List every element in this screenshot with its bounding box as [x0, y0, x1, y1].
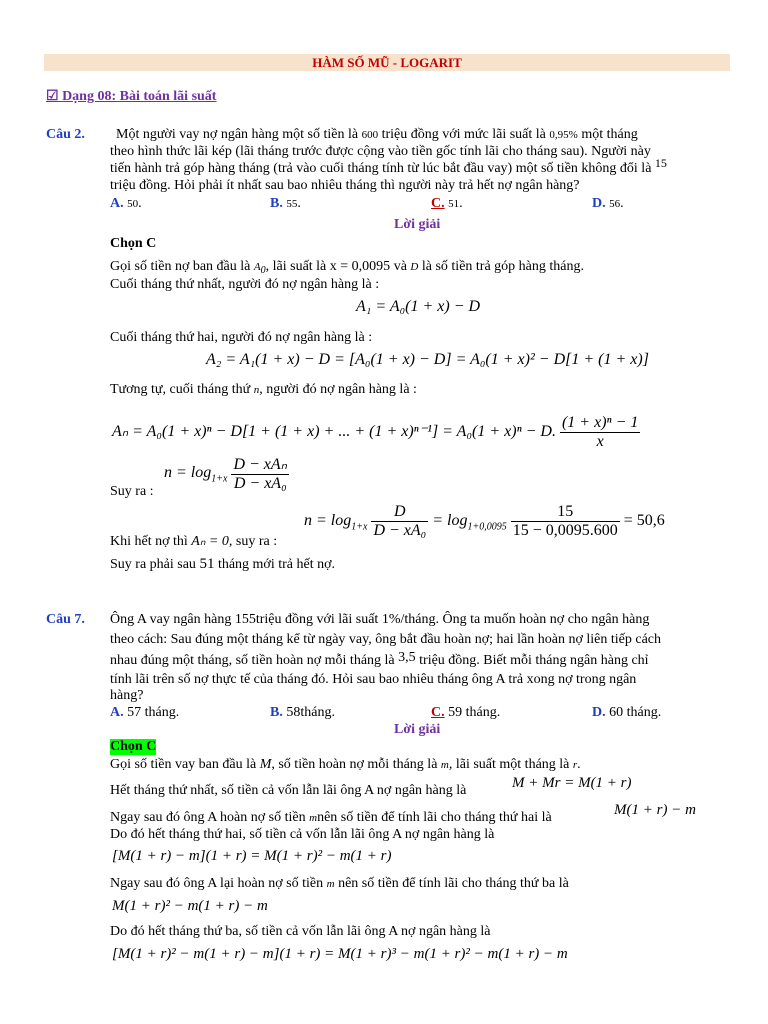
option-letter: A. — [110, 705, 124, 720]
q7-sol-line-4: Do đó hết tháng thứ hai, số tiền cả vốn lẫn lãi ông A nợ ngân hàng là — [110, 827, 495, 842]
checkbox-icon: ☑ — [46, 89, 59, 104]
q7-sol-text: nên số tiền để tính lãi cho tháng thứ hai là — [317, 810, 552, 825]
q2-eq-3-main: Aₙ = A₀(1 + x)ⁿ − D[1 + (1 + x) + ... + (1 + x)ⁿ⁻¹] = A₀(1 + x)ⁿ − D. — [112, 423, 556, 441]
q7-sol-line-6: Do đó hết tháng thứ ba, số tiền cả vốn lẫn lãi ông A nợ ngân hàng là — [110, 924, 491, 939]
question-7-label: Câu 7. — [46, 612, 85, 627]
q2-rate: 0,95% — [549, 129, 578, 141]
q7-sol-line-2: Hết tháng thứ nhất, số tiền cả vốn lẫn lãi ông A nợ ngân hàng là — [110, 783, 467, 798]
q7-text: /tháng. Ông ta muốn hoàn nợ cho ngân hàng — [400, 612, 650, 627]
log-base: 1+x — [211, 473, 228, 485]
q2-line-4: triệu đồng. Hỏi phải ít nhất sau bao nhiêu tháng thì người này trả hết nợ ngân hàng? — [110, 178, 580, 193]
q2-eq-2: A₂ = A₁(1 + x) − D = [A₀(1 + x) − D] = A₀(1 + x)² − D[1 + (1 + x)] — [206, 351, 649, 368]
log-text: n = log — [304, 512, 352, 530]
q2-sol-text: Tương tự, cuối tháng thứ — [110, 382, 251, 397]
q2-eq-3-fraction — [560, 414, 640, 451]
q7-amount: 155 — [234, 612, 256, 627]
option-value: 51 — [448, 198, 460, 210]
fraction-numerator: D − xAₙ — [233, 456, 288, 473]
fraction-numerator: (1 + x)ⁿ − 1 — [561, 414, 639, 431]
q7-sol-text: Gọi số tiền vay ban đầu là — [110, 757, 257, 772]
option-letter: D. — [592, 705, 606, 720]
fraction-denominator: D − xA₀ — [233, 475, 287, 492]
q7-text: triệu đồng với lãi suất — [255, 612, 379, 627]
q2-eq-3 — [112, 414, 640, 451]
q2-an-zero: Aₙ = 0 — [191, 534, 229, 549]
q2-line-2: theo hình thức lãi kép (lãi tháng trước được cộng vào tiền gốc tính lãi cho tháng sau). Người này — [110, 144, 651, 159]
log-text: n = log — [164, 464, 212, 482]
q2-sol-line-4 — [110, 382, 417, 398]
q2-option-a[interactable]: A. 50. — [110, 196, 142, 211]
q2-sym-a0: $A_0$ — [253, 261, 266, 277]
q7-text: triệu đồng. Biết mỗi tháng ngân hàng chỉ — [419, 653, 649, 668]
log-base: 1+0,0095 — [467, 521, 507, 533]
option-value: 55 — [286, 198, 298, 210]
q7-eq-1: M + Mr = M(1 + r) — [512, 775, 632, 791]
q7-sym-r: r — [572, 759, 578, 771]
q2-rate-eq: x = 0,0095 — [329, 259, 391, 274]
header-title: HÀM SỐ MŨ - LOGARIT — [312, 55, 462, 70]
q2-sol-text: , lãi suất là — [265, 259, 327, 274]
q7-sym-M: M — [259, 757, 272, 772]
q2-eq-5 — [304, 503, 665, 540]
q2-sol-text: Gọi số tiền nợ ban đầu là — [110, 259, 251, 274]
q2-text: một tháng — [581, 127, 638, 142]
q2-line-3 — [110, 156, 667, 177]
option-unit: tháng. — [300, 705, 335, 720]
q7-eq-5: [M(1 + r)² − m(1 + r) − m](1 + r) = M(1 + r)³ − m(1 + r)² − m(1 + r) − m — [112, 946, 568, 962]
q7-option-c[interactable] — [431, 705, 500, 721]
fraction-denominator: x — [596, 433, 604, 450]
log-base: 1+x — [351, 521, 368, 533]
fraction-numerator: D — [371, 503, 428, 522]
option-unit: tháng. — [144, 705, 180, 720]
q7-line-4: tính lãi trên số nợ thực tế của tháng đó. Hỏi sau bao nhiêu tháng ông A trả xong nợ trong ngân — [110, 672, 637, 687]
q7-sol-text: , số tiền hoàn nợ mỗi tháng là — [271, 757, 438, 772]
q7-sol-line-5 — [110, 876, 569, 892]
q7-choose: Chọn C — [110, 739, 157, 754]
q7-option-d[interactable] — [592, 705, 661, 721]
q2-text: triệu đồng với mức lãi suất là — [381, 127, 546, 142]
q2-sol-text: là số tiền trả góp hàng tháng. — [421, 259, 584, 274]
q7-line-1 — [110, 612, 649, 628]
q7-line-5: hàng? — [110, 688, 144, 703]
q2-text: Một người vay nợ ngân hàng một số tiền là — [116, 127, 359, 142]
section-title-text: Dạng 08: Bài toán lãi suất — [62, 89, 217, 104]
option-letter: B. — [270, 196, 283, 211]
q2-pay: 15 — [654, 156, 667, 170]
q2-sol-line-1 — [110, 259, 584, 276]
q7-sol-text: , lãi suất một tháng là — [448, 757, 570, 772]
q7-eq-3: [M(1 + r) − m](1 + r) = M(1 + r)² − m(1 + r) — [112, 848, 392, 864]
q7-line-2: theo cách: Sau đúng một tháng kể từ ngày vay, ông bắt đầu hoàn nợ; hai lần hoàn nợ liên tiếp cách — [110, 632, 662, 647]
q7-text: Ông A vay ngân hàng — [110, 612, 232, 627]
fraction-denominator: D − xA₀ — [373, 522, 427, 539]
option-value: 50 — [127, 198, 139, 210]
q2-eq-1: A₁ = A₀(1 + x) − D — [356, 298, 481, 315]
q2-sym-d: D — [410, 261, 419, 273]
option-value: 60 — [609, 705, 624, 720]
option-value: 56 — [609, 198, 621, 210]
fraction-denominator: 15 − 0,0095.600 — [512, 522, 618, 539]
option-letter: A. — [110, 196, 124, 211]
section-title — [46, 88, 216, 105]
q7-sym-m: m — [440, 759, 449, 771]
q7-sol-line-1: Gọi số tiền vay ban đầu là M, số tiền hoàn nợ mỗi tháng là m, lãi suất một tháng là r. — [110, 757, 581, 772]
option-letter: C. — [431, 705, 445, 720]
q7-rate: 1% — [381, 612, 401, 627]
option-value: 59 — [448, 705, 463, 720]
q2-option-c[interactable]: C. 51. — [431, 196, 463, 211]
log-text: = log — [432, 512, 468, 530]
option-value: 57 — [127, 705, 142, 720]
option-value: 58 — [286, 705, 301, 720]
q2-eq-5-result: = 50,6 — [623, 512, 665, 530]
q2-sol-line-3: Cuối tháng thứ hai, người đó nợ ngân hàng là : — [110, 330, 373, 345]
q7-option-b[interactable] — [270, 705, 335, 721]
q2-text: tiến hành trả góp hàng tháng (trả vào cuối tháng tính từ lúc bắt đầu vay) một số tiền không đổi là — [110, 161, 652, 176]
q2-eq-4 — [164, 454, 289, 493]
question-2-label: Câu 2. — [46, 127, 85, 142]
q2-eq-4-fraction — [231, 454, 289, 493]
q7-eq-2: M(1 + r) − m — [614, 802, 696, 818]
q2-amount: 600 — [361, 129, 379, 141]
option-letter: D. — [592, 196, 606, 211]
q7-line-3 — [110, 650, 649, 669]
q2-sol-text: , người đó nợ ngân hàng là : — [259, 382, 417, 397]
q2-eq-5-fraction-2 — [511, 503, 620, 540]
q2-sol-line-6 — [110, 533, 277, 550]
q2-sol-text: Suy ra phải sau — [110, 557, 196, 572]
q2-sol-line-2: Cuối tháng thứ nhất, người đó nợ ngân hàng là : — [110, 277, 380, 292]
q7-solution-title: Lời giải — [394, 722, 441, 737]
q7-sol-line-3 — [110, 810, 552, 826]
q2-sol-line-5: Suy ra : — [110, 484, 154, 499]
q7-sol-text: Ngay sau đó ông A hoàn nợ số tiền — [110, 810, 306, 825]
q2-solution-title: Lời giải — [394, 217, 441, 232]
option-unit: tháng. — [626, 705, 662, 720]
option-letter: B. — [270, 705, 283, 720]
q2-choose: Chọn C — [110, 236, 157, 251]
q7-text: nhau đúng một tháng, số tiền hoàn nợ mỗi tháng là — [110, 653, 395, 668]
q2-line-1 — [116, 127, 638, 143]
page-header — [44, 54, 730, 71]
q7-sym-m: m — [326, 878, 335, 890]
q7-eq-4: M(1 + r)² − m(1 + r) − m — [112, 898, 268, 914]
q2-answer-months: 51 — [199, 556, 215, 572]
q7-pay: 3,5 — [398, 650, 416, 665]
q7-sym-m: m — [309, 812, 318, 824]
q2-sol-text: và — [393, 259, 407, 274]
q2-sym-n: n — [253, 384, 260, 396]
option-letter: C. — [431, 196, 445, 211]
q7-sol-text: nên số tiền để tính lãi cho tháng thứ ba là — [338, 876, 569, 891]
q2-option-b[interactable]: B. 55. — [270, 196, 301, 211]
q2-sol-text: , suy ra : — [228, 534, 278, 549]
q2-sol-text: tháng mới trả hết nợ. — [217, 557, 335, 572]
q2-eq-5-fraction-1 — [371, 503, 428, 540]
q2-sol-line-7 — [110, 556, 335, 573]
q2-option-d[interactable]: D. 56. — [592, 196, 624, 211]
q2-sol-text: Khi hết nợ thì — [110, 534, 188, 549]
fraction-numerator: 15 — [511, 503, 620, 522]
q7-sol-text: Ngay sau đó ông A lại hoàn nợ số tiền — [110, 876, 324, 891]
option-unit: tháng. — [465, 705, 501, 720]
q7-option-a[interactable] — [110, 705, 179, 721]
